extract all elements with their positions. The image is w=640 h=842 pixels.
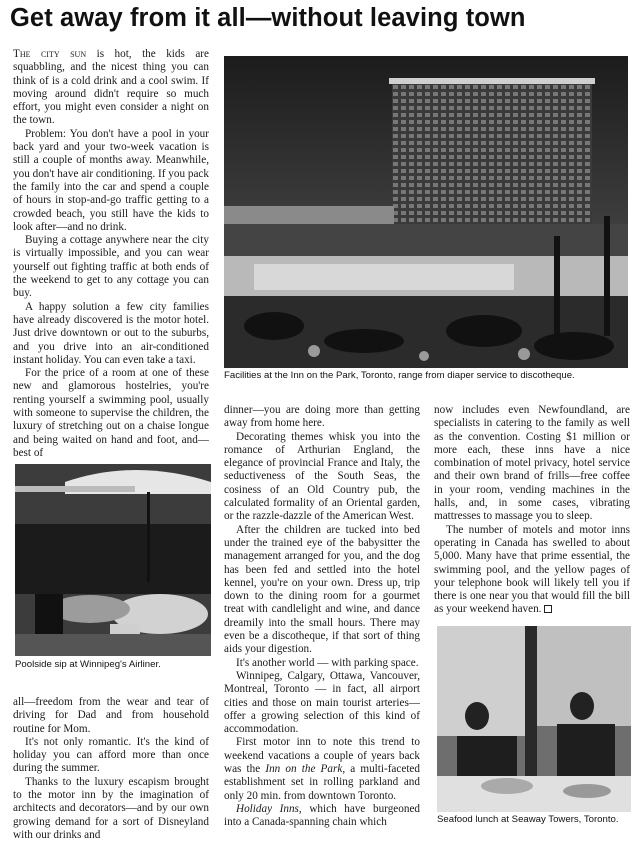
text-run: After the children are tucked into bed under the trained eye of the babysitter the management arranged for you, and the dog has been fed and settled into the hotel kennel, you're on your own. Dress up, trip down to the dining room for a gourmet treat with candlelight and wine, and dance dreamily into the small hours. There may even be a discotheque, if that sort of thing aids your digestion. [224,523,420,656]
text-run: is hot, the kids are squabbling, and the nicest thing you can think of is a cold drink and a cool swim. If moving around didn't require so much effort, you might even consider a night on the town. [13,48,209,127]
text-run: Holiday Inns [236,802,299,815]
text-run: Decorating themes whisk you into the romance of Arthurian England, the elegance of provincial France and Italy, the seductiveness of the South Seas, the cosiness of an Old Country pub, the calculated formality of an Oriental garden, or the razzle-dazzle of the American West. [224,430,420,523]
text-run: It's another world — with parking space. [236,656,419,669]
paragraph [13,696,209,736]
text-run: A happy solution a few city families have already discovered is the motor hotel. Just drive downtown or out to the suburbs, and you drive into an air-conditioned instant holiday. You can even take a taxi. [13,300,209,366]
paragraph [434,524,630,617]
dining-room-photo [437,626,631,812]
text-run: Thanks to the luxury escapism brought to the motor inn by the imagination of architects and decorators—and by our own growing demand for a sort of Disneyland with our drinks and [13,775,209,841]
paragraph [224,524,420,657]
paragraph [434,404,630,524]
paragraph [13,234,209,300]
paragraph [224,657,420,670]
paragraph [13,736,209,776]
article-column-1-top [13,48,209,459]
article-column-3 [434,404,630,620]
text-run: Winnipeg, Calgary, Ottawa, Vancouver, Montreal, Toronto — in fact, all airport cities and those on main tourist arteries—offer a growing selection of this kind of accommodation. [224,669,420,736]
text-run: Buying a cottage anywhere near the city is virtually impossible, and you can wear yourself out fighting traffic at both ends of the weekend to get to any cottage you can buy. [13,234,209,300]
text-run: , a multi-faceted establishment set in rolling parkland and only 20 min. from downtown Toronto. [224,763,420,802]
text-run: Inn on the Park [265,763,343,776]
headline: Get away from it all—without leaving town [10,4,526,32]
end-mark-icon [544,605,552,613]
paragraph [13,776,209,842]
text-run: The number of motels and motor inns operating in Canada has swelled to about 5,000. Many have that prime essential, the swimming pool, and the yellow pages of your telephone book will likely tell you if there is one near you that would fill the bill as your weekend haven. [434,523,630,616]
paragraph [224,670,420,736]
paragraph [224,404,420,431]
paragraph [13,301,209,367]
paragraph [13,48,209,128]
text-run: The city sun [13,48,87,60]
text-run: , which have burgeoned into a Canada-spanning chain which [224,802,420,829]
text-run: It's not only romantic. It's the kind of holiday you can afford more than once during the summer. [13,735,209,775]
paragraph [13,367,209,460]
article-column-1-bottom [13,696,209,841]
dining-photo-caption: Seafood lunch at Seaway Towers, Toronto. [437,814,619,825]
paragraph [224,736,420,802]
text-run: now includes even Newfoundland, are specialists in catering to the family as well as the convention. Costing $1 million or more each, these inns have a nice combination of motel privacy, hotel service and their own brand of frills—free coffee in your room, vending machines in the halls, and, in some cases, vibrating mattresses to massage you to sleep. [434,404,630,523]
hotel-pool-photo [224,56,628,368]
text-run: For the price of a room at one of these new and glamorous hostelries, you're renting yourself a swimming pool, usually with someone to supervise the children, the luxury of stretching out on a chaise longue and being waited on hand and foot, and—best of [13,367,209,459]
text-run: Problem: You don't have a pool in your back yard and your two-week vacation is still a couple of months away. Meanwhile, you don't have air conditioning. If you pack the family into the car and spend a couple of hours in stop-and-go traffic getting to a crowded beach, you still have the kids to look after—and no drink. [13,127,209,233]
paragraph [224,431,420,524]
hotel-pool-photo-caption: Facilities at the Inn on the Park, Toronto, range from diaper service to discotheque. [224,370,575,381]
poolside-umbrella-photo [15,464,211,656]
text-run: First motor inn to note this trend to weekend vacations a couple of years back was the [224,736,420,776]
poolside-photo-caption: Poolside sip at Winnipeg's Airliner. [15,659,161,670]
text-run: dinner—you are doing more than getting away from home here. [224,404,420,430]
paragraph [224,803,420,830]
article-column-2 [224,404,420,828]
text-run: all—freedom from the wear and tear of driving for Dad and from household routine for Mom. [13,696,209,735]
paragraph [13,128,209,234]
